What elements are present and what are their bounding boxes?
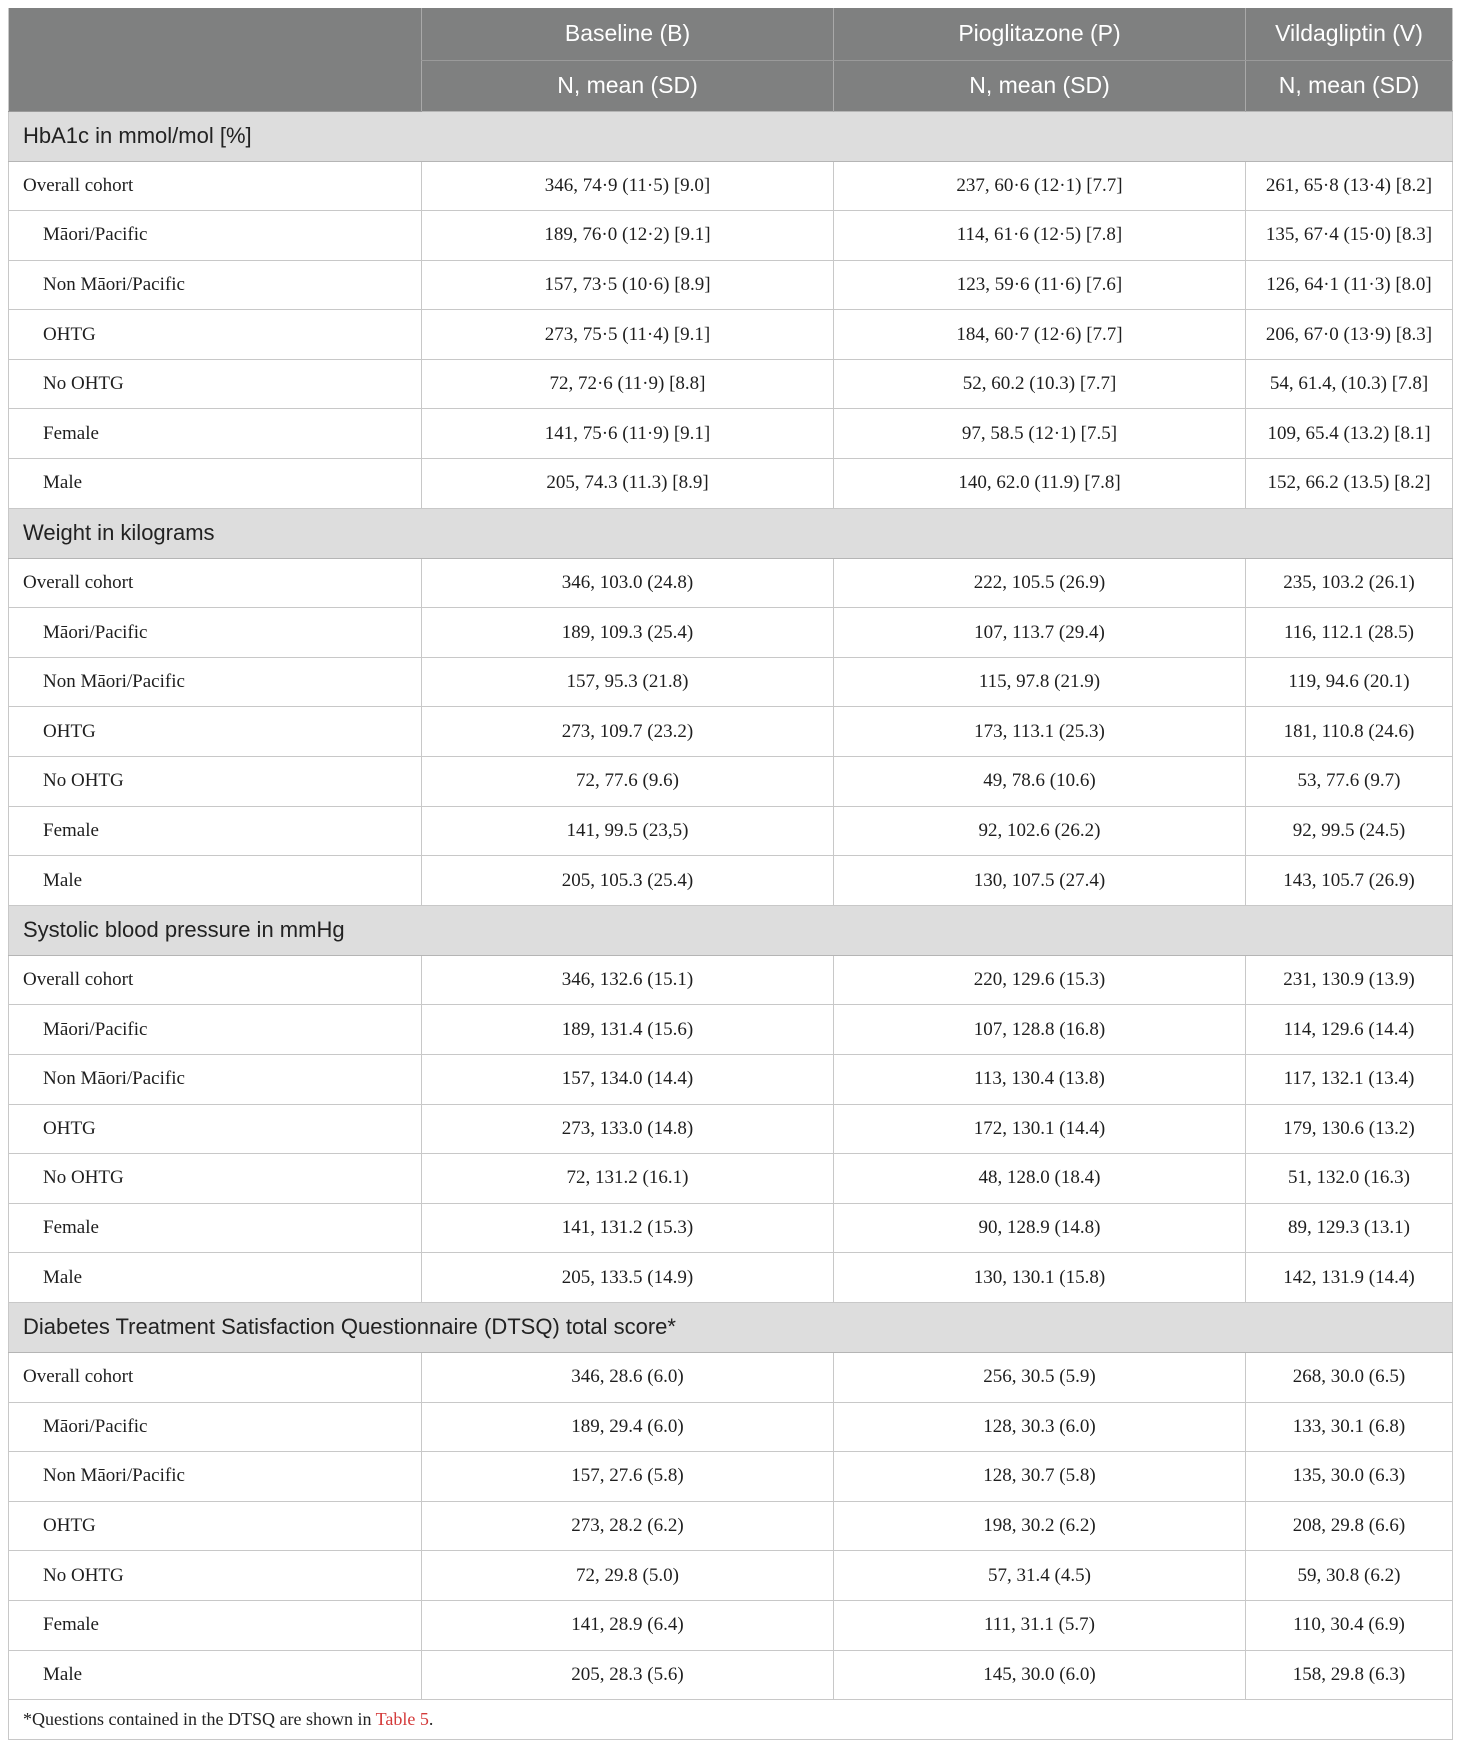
table-row xyxy=(9,1452,1453,1502)
pioglitazone-cell: 173, 113.1 (25.3) xyxy=(834,707,1246,757)
vildagliptin-cell: 59, 30.8 (6.2) xyxy=(1246,1551,1453,1601)
table-row xyxy=(9,657,1453,707)
pioglitazone-cell: 172, 130.1 (14.4) xyxy=(834,1104,1246,1154)
table-row xyxy=(9,955,1453,1005)
header-vildagliptin: Vildagliptin (V) xyxy=(1246,8,1453,60)
baseline-cell: 205, 74.3 (11.3) [8.9] xyxy=(422,459,834,509)
table-row xyxy=(9,707,1453,757)
pioglitazone-cell: 107, 113.7 (29.4) xyxy=(834,608,1246,658)
baseline-cell: 273, 133.0 (14.8) xyxy=(422,1104,834,1154)
vildagliptin-cell: 119, 94.6 (20.1) xyxy=(1246,657,1453,707)
baseline-cell: 189, 109.3 (25.4) xyxy=(422,608,834,658)
section-title: Weight in kilograms xyxy=(9,508,1453,558)
vildagliptin-cell: 114, 129.6 (14.4) xyxy=(1246,1005,1453,1055)
baseline-cell: 189, 76·0 (12·2) [9.1] xyxy=(422,211,834,261)
table-footnote xyxy=(9,1700,1453,1740)
vildagliptin-cell: 158, 29.8 (6.3) xyxy=(1246,1650,1453,1700)
row-label: Māori/Pacific xyxy=(9,211,422,261)
baseline-cell: 346, 103.0 (24.8) xyxy=(422,558,834,608)
table-header xyxy=(9,8,1453,111)
row-label: Female xyxy=(9,409,422,459)
pioglitazone-cell: 111, 31.1 (5.7) xyxy=(834,1600,1246,1650)
pioglitazone-cell: 49, 78.6 (10.6) xyxy=(834,757,1246,807)
vildagliptin-cell: 92, 99.5 (24.5) xyxy=(1246,806,1453,856)
row-label: Non Māori/Pacific xyxy=(9,1055,422,1105)
header-pioglitazone: Pioglitazone (P) xyxy=(834,8,1246,60)
pioglitazone-cell: 52, 60.2 (10.3) [7.7] xyxy=(834,359,1246,409)
baseline-cell: 273, 75·5 (11·4) [9.1] xyxy=(422,310,834,360)
section-header-row xyxy=(9,905,1453,955)
vildagliptin-cell: 179, 130.6 (13.2) xyxy=(1246,1104,1453,1154)
row-label: Māori/Pacific xyxy=(9,1005,422,1055)
vildagliptin-cell: 135, 30.0 (6.3) xyxy=(1246,1452,1453,1502)
baseline-cell: 205, 133.5 (14.9) xyxy=(422,1253,834,1303)
table-row xyxy=(9,1551,1453,1601)
pioglitazone-cell: 92, 102.6 (26.2) xyxy=(834,806,1246,856)
row-label: No OHTG xyxy=(9,359,422,409)
pioglitazone-cell: 140, 62.0 (11.9) [7.8] xyxy=(834,459,1246,509)
baseline-cell: 189, 131.4 (15.6) xyxy=(422,1005,834,1055)
vildagliptin-cell: 109, 65.4 (13.2) [8.1] xyxy=(1246,409,1453,459)
pioglitazone-cell: 130, 130.1 (15.8) xyxy=(834,1253,1246,1303)
baseline-cell: 273, 28.2 (6.2) xyxy=(422,1501,834,1551)
table-row xyxy=(9,1253,1453,1303)
row-label: No OHTG xyxy=(9,1551,422,1601)
pioglitazone-cell: 220, 129.6 (15.3) xyxy=(834,955,1246,1005)
row-label: Female xyxy=(9,1203,422,1253)
row-label: Female xyxy=(9,806,422,856)
baseline-cell: 141, 28.9 (6.4) xyxy=(422,1600,834,1650)
vildagliptin-cell: 206, 67·0 (13·9) [8.3] xyxy=(1246,310,1453,360)
row-label: OHTG xyxy=(9,310,422,360)
row-label: Male xyxy=(9,459,422,509)
table-row xyxy=(9,1402,1453,1452)
table-row xyxy=(9,558,1453,608)
baseline-cell: 189, 29.4 (6.0) xyxy=(422,1402,834,1452)
table-row xyxy=(9,310,1453,360)
results-table xyxy=(8,8,1453,1740)
subheader-vildagliptin: N, mean (SD) xyxy=(1246,60,1453,111)
baseline-cell: 157, 73·5 (10·6) [8.9] xyxy=(422,260,834,310)
baseline-cell: 141, 131.2 (15.3) xyxy=(422,1203,834,1253)
section-title: HbA1c in mmol/mol [%] xyxy=(9,111,1453,161)
vildagliptin-cell: 51, 132.0 (16.3) xyxy=(1246,1154,1453,1204)
vildagliptin-cell: 152, 66.2 (13.5) [8.2] xyxy=(1246,459,1453,509)
table-body xyxy=(9,111,1453,1700)
vildagliptin-cell: 54, 61.4, (10.3) [7.8] xyxy=(1246,359,1453,409)
pioglitazone-cell: 97, 58.5 (12·1) [7.5] xyxy=(834,409,1246,459)
row-label: Male xyxy=(9,1253,422,1303)
baseline-cell: 72, 72·6 (11·9) [8.8] xyxy=(422,359,834,409)
baseline-cell: 205, 105.3 (25.4) xyxy=(422,856,834,906)
vildagliptin-cell: 116, 112.1 (28.5) xyxy=(1246,608,1453,658)
subheader-baseline: N, mean (SD) xyxy=(422,60,834,111)
row-label: Māori/Pacific xyxy=(9,608,422,658)
section-title: Systolic blood pressure in mmHg xyxy=(9,905,1453,955)
table-row xyxy=(9,1154,1453,1204)
table-row xyxy=(9,459,1453,509)
baseline-cell: 72, 131.2 (16.1) xyxy=(422,1154,834,1204)
pioglitazone-cell: 222, 105.5 (26.9) xyxy=(834,558,1246,608)
table-row xyxy=(9,409,1453,459)
vildagliptin-cell: 142, 131.9 (14.4) xyxy=(1246,1253,1453,1303)
table-row xyxy=(9,211,1453,261)
pioglitazone-cell: 107, 128.8 (16.8) xyxy=(834,1005,1246,1055)
vildagliptin-cell: 110, 30.4 (6.9) xyxy=(1246,1600,1453,1650)
table-row xyxy=(9,1104,1453,1154)
vildagliptin-cell: 235, 103.2 (26.1) xyxy=(1246,558,1453,608)
pioglitazone-cell: 184, 60·7 (12·6) [7.7] xyxy=(834,310,1246,360)
section-header-row xyxy=(9,111,1453,161)
baseline-cell: 157, 134.0 (14.4) xyxy=(422,1055,834,1105)
pioglitazone-cell: 128, 30.7 (5.8) xyxy=(834,1452,1246,1502)
header-blank-cell xyxy=(9,8,422,111)
baseline-cell: 346, 132.6 (15.1) xyxy=(422,955,834,1005)
table-5-link[interactable]: Table 5 xyxy=(375,1709,429,1730)
vildagliptin-cell: 261, 65·8 (13·4) [8.2] xyxy=(1246,161,1453,211)
section-header-row xyxy=(9,508,1453,558)
table-row xyxy=(9,856,1453,906)
baseline-cell: 72, 77.6 (9.6) xyxy=(422,757,834,807)
row-label: Non Māori/Pacific xyxy=(9,260,422,310)
vildagliptin-cell: 208, 29.8 (6.6) xyxy=(1246,1501,1453,1551)
row-label: Overall cohort xyxy=(9,558,422,608)
baseline-cell: 346, 28.6 (6.0) xyxy=(422,1352,834,1402)
pioglitazone-cell: 123, 59·6 (11·6) [7.6] xyxy=(834,260,1246,310)
table-row xyxy=(9,806,1453,856)
table-row xyxy=(9,359,1453,409)
pioglitazone-cell: 237, 60·6 (12·1) [7.7] xyxy=(834,161,1246,211)
table-row xyxy=(9,161,1453,211)
footnote-end: . xyxy=(428,1709,434,1730)
table-row xyxy=(9,757,1453,807)
row-label: Non Māori/Pacific xyxy=(9,657,422,707)
pioglitazone-cell: 115, 97.8 (21.9) xyxy=(834,657,1246,707)
pioglitazone-cell: 145, 30.0 (6.0) xyxy=(834,1650,1246,1700)
vildagliptin-cell: 135, 67·4 (15·0) [8.3] xyxy=(1246,211,1453,261)
row-label: Overall cohort xyxy=(9,161,422,211)
vildagliptin-cell: 53, 77.6 (9.7) xyxy=(1246,757,1453,807)
row-label: Māori/Pacific xyxy=(9,1402,422,1452)
vildagliptin-cell: 268, 30.0 (6.5) xyxy=(1246,1352,1453,1402)
row-label: No OHTG xyxy=(9,757,422,807)
pioglitazone-cell: 113, 130.4 (13.8) xyxy=(834,1055,1246,1105)
baseline-cell: 273, 109.7 (23.2) xyxy=(422,707,834,757)
row-label: No OHTG xyxy=(9,1154,422,1204)
baseline-cell: 157, 27.6 (5.8) xyxy=(422,1452,834,1502)
row-label: Non Māori/Pacific xyxy=(9,1452,422,1502)
pioglitazone-cell: 90, 128.9 (14.8) xyxy=(834,1203,1246,1253)
row-label: Overall cohort xyxy=(9,1352,422,1402)
baseline-cell: 141, 99.5 (23,5) xyxy=(422,806,834,856)
table-row xyxy=(9,1352,1453,1402)
baseline-cell: 205, 28.3 (5.6) xyxy=(422,1650,834,1700)
vildagliptin-cell: 231, 130.9 (13.9) xyxy=(1246,955,1453,1005)
row-label: OHTG xyxy=(9,1501,422,1551)
table-row xyxy=(9,1203,1453,1253)
footnote-text: *Questions contained in the DTSQ are shown in xyxy=(23,1709,376,1730)
pioglitazone-cell: 57, 31.4 (4.5) xyxy=(834,1551,1246,1601)
row-label: OHTG xyxy=(9,707,422,757)
table-row xyxy=(9,1650,1453,1700)
section-title: Diabetes Treatment Satisfaction Questionnaire (DTSQ) total score* xyxy=(9,1302,1453,1352)
table-row xyxy=(9,1055,1453,1105)
vildagliptin-cell: 126, 64·1 (11·3) [8.0] xyxy=(1246,260,1453,310)
row-label: Male xyxy=(9,1650,422,1700)
pioglitazone-cell: 128, 30.3 (6.0) xyxy=(834,1402,1246,1452)
vildagliptin-cell: 143, 105.7 (26.9) xyxy=(1246,856,1453,906)
subheader-pioglitazone: N, mean (SD) xyxy=(834,60,1246,111)
row-label: OHTG xyxy=(9,1104,422,1154)
row-label: Male xyxy=(9,856,422,906)
baseline-cell: 72, 29.8 (5.0) xyxy=(422,1551,834,1601)
table-row xyxy=(9,260,1453,310)
section-header-row xyxy=(9,1302,1453,1352)
table-row xyxy=(9,1501,1453,1551)
baseline-cell: 141, 75·6 (11·9) [9.1] xyxy=(422,409,834,459)
vildagliptin-cell: 133, 30.1 (6.8) xyxy=(1246,1402,1453,1452)
header-baseline: Baseline (B) xyxy=(422,8,834,60)
vildagliptin-cell: 181, 110.8 (24.6) xyxy=(1246,707,1453,757)
pioglitazone-cell: 114, 61·6 (12·5) [7.8] xyxy=(834,211,1246,261)
vildagliptin-cell: 89, 129.3 (13.1) xyxy=(1246,1203,1453,1253)
baseline-cell: 157, 95.3 (21.8) xyxy=(422,657,834,707)
pioglitazone-cell: 130, 107.5 (27.4) xyxy=(834,856,1246,906)
pioglitazone-cell: 198, 30.2 (6.2) xyxy=(834,1501,1246,1551)
pioglitazone-cell: 256, 30.5 (5.9) xyxy=(834,1352,1246,1402)
table-row xyxy=(9,1005,1453,1055)
table-row xyxy=(9,608,1453,658)
vildagliptin-cell: 117, 132.1 (13.4) xyxy=(1246,1055,1453,1105)
baseline-cell: 346, 74·9 (11·5) [9.0] xyxy=(422,161,834,211)
table-row xyxy=(9,1600,1453,1650)
row-label: Female xyxy=(9,1600,422,1650)
row-label: Overall cohort xyxy=(9,955,422,1005)
pioglitazone-cell: 48, 128.0 (18.4) xyxy=(834,1154,1246,1204)
